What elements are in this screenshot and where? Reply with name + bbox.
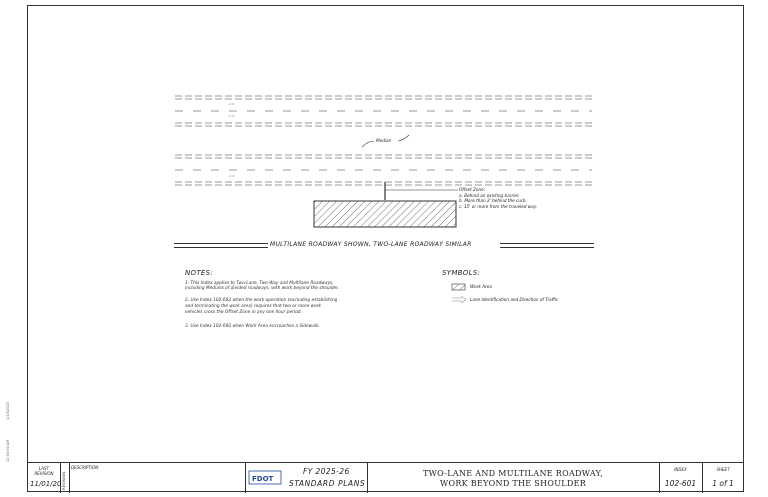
drawing-caption bbox=[174, 239, 594, 251]
last-revision-date: 11/01/20 bbox=[30, 480, 62, 488]
caption-rule bbox=[174, 243, 268, 248]
symbol-lane-id-label: Lane Identification and Direction of Traffic bbox=[470, 297, 559, 302]
median-leader bbox=[362, 141, 374, 147]
work-area-hatch bbox=[314, 201, 456, 227]
margin-time: 12:00:00 AM bbox=[6, 439, 10, 462]
sheet-label: SHEET bbox=[716, 467, 730, 472]
lane-arrow-symbol bbox=[452, 296, 466, 303]
work-area-symbol bbox=[452, 284, 465, 290]
offset-zone-title: Offset Zone: bbox=[459, 187, 486, 192]
last-revision-label: LAST REVISION bbox=[34, 466, 54, 476]
note-item: vehicles cross the Offset Zone in any one hour period. bbox=[185, 310, 302, 315]
median-leader bbox=[398, 135, 409, 141]
index-label: INDEX bbox=[674, 467, 687, 472]
caption-rule bbox=[500, 243, 594, 248]
revision-label: REVISION bbox=[61, 471, 66, 490]
offset-zone-item: b. More than 2' behind the curb. bbox=[459, 198, 527, 204]
margin-date: 1/10/2025 bbox=[6, 402, 10, 420]
lane-arrow-label: =⇒ bbox=[228, 173, 236, 178]
index-value: 102-601 bbox=[664, 479, 697, 488]
sheet-title-line1: TWO-LANE AND MULTILANE ROADWAY, bbox=[422, 469, 604, 478]
tb-divider bbox=[367, 463, 368, 493]
fdot-logo: FDOT bbox=[252, 475, 274, 483]
description-label: DESCRIPTION: bbox=[71, 465, 100, 470]
note-item: including Medians of divided roadways, with work beyond the shoulder. bbox=[185, 286, 339, 291]
symbols-title: SYMBOLS: bbox=[442, 269, 481, 277]
lane-arrow-label: =⇐ bbox=[228, 101, 236, 106]
tb-divider bbox=[69, 463, 70, 493]
sheet-title-line2: WORK BEYOND THE SHOULDER bbox=[439, 479, 587, 488]
tb-divider bbox=[245, 463, 246, 493]
median-label: Median bbox=[376, 138, 392, 143]
notes-title: NOTES: bbox=[185, 269, 214, 277]
sheet-value: 1 of 1 bbox=[712, 479, 734, 488]
offset-zone-item: a. Behind an existing barrier. bbox=[459, 192, 520, 198]
fiscal-year: FY 2025-26 bbox=[303, 467, 350, 476]
title-block bbox=[27, 462, 744, 493]
offset-zone-notes bbox=[459, 187, 537, 209]
note-item: and terminating the work area) requires that two or more work bbox=[185, 304, 321, 309]
offset-zone-item: c. 15' or more from the traveled way. bbox=[459, 203, 538, 209]
note-item: 3. Use Index 102-660 when Work Area encroaches a Sidewalk. bbox=[185, 324, 320, 329]
note-item: 1. This Index applies to Two-Lane, Two-Way and Multilane Roadways, bbox=[185, 281, 334, 286]
lane-arrow-label: =⇐ bbox=[228, 113, 236, 118]
caption-text: MULTILANE ROADWAY SHOWN, TWO-LANE ROADWAY SIMILAR bbox=[270, 241, 472, 248]
note-item: 2. Use Index 102-602 when the work operation (excluding establishing bbox=[185, 298, 338, 303]
standard-plans: STANDARD PLANS bbox=[289, 479, 366, 488]
symbol-work-area-label: Work Area bbox=[470, 284, 492, 289]
